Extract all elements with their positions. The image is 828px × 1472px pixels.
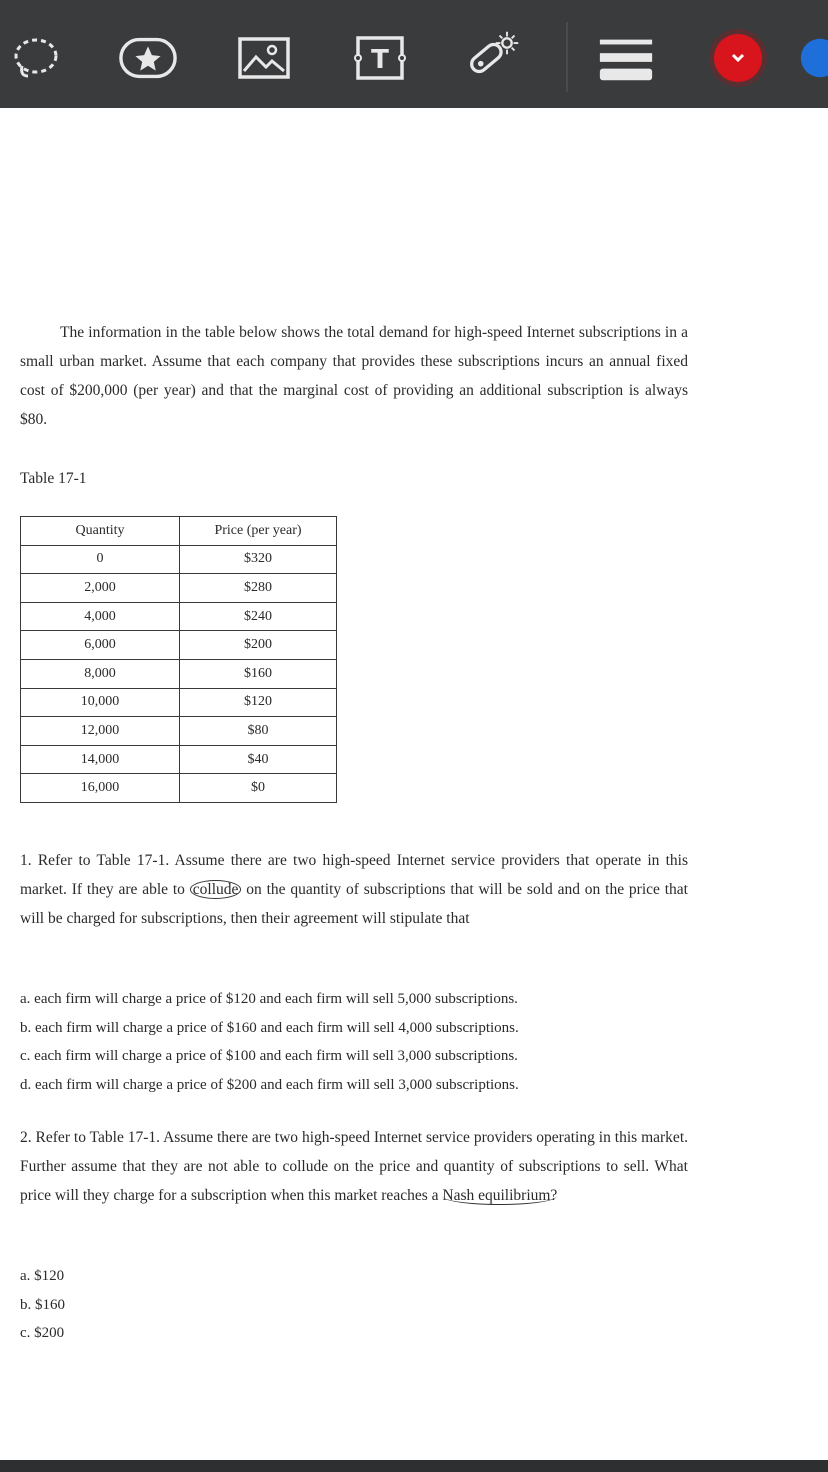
question-1-prefix: 1. Refer to Table 17-1. Assume there are two high-speed Internet service providers that operate in this market. If they are able to xyxy=(20,852,688,898)
question-2-text xyxy=(20,1123,688,1210)
list-item: c. $200 xyxy=(20,1325,65,1342)
quantity-cell: 14,000 xyxy=(21,745,180,774)
quantity-cell: 2,000 xyxy=(21,574,180,603)
list-item: a. each firm will charge a price of $120 and each firm will sell 5,000 subscriptions. xyxy=(20,991,518,1007)
table-row xyxy=(21,574,337,603)
circled-word-collude: collude xyxy=(190,880,242,899)
question-1-options xyxy=(20,985,519,1100)
quantity-cell: 4,000 xyxy=(21,602,180,631)
quantity-cell: 6,000 xyxy=(21,631,180,660)
question-1-text xyxy=(20,846,688,933)
image-icon[interactable] xyxy=(234,28,294,88)
list-item: c. each firm will charge a price of $100 and each firm will sell 3,000 subscriptions. xyxy=(20,1048,518,1065)
bottom-bar xyxy=(0,1460,828,1472)
svg-text:T: T xyxy=(371,45,389,75)
intro-paragraph: The information in the table below shows the total demand for high-speed Internet subscriptions in a small urban market. Assume that each company that provides these subscriptions incurs an annual fixed cost of $200,000 (per year) and that the marginal cost of providing an additional subscription is always $80. xyxy=(20,324,688,428)
table-row xyxy=(21,688,337,717)
price-cell: $0 xyxy=(180,774,337,803)
price-header: Price (per year) xyxy=(180,517,337,546)
circled-phrase-nash-equilibrium: Nash equilibrium? xyxy=(442,1187,558,1204)
table-caption: Table 17-1 xyxy=(20,470,87,487)
quantity-header: Quantity xyxy=(21,517,180,546)
quantity-cell: 10,000 xyxy=(21,688,180,717)
price-cell: $320 xyxy=(180,545,337,574)
quantity-cell: 16,000 xyxy=(21,774,180,803)
list-item: d. each firm will charge a price of $200 and each firm will sell 3,000 subscriptions. xyxy=(20,1077,519,1094)
list-item: b. each firm will charge a price of $160 and each firm will sell 4,000 subscriptions. xyxy=(20,1019,519,1036)
table-row xyxy=(21,545,337,574)
list-item: a. $120 xyxy=(20,1268,65,1284)
table-row xyxy=(21,659,337,688)
toolbar-divider xyxy=(566,22,568,92)
table-header-row xyxy=(21,517,337,546)
demand-table xyxy=(20,516,337,803)
annotation-toolbar xyxy=(0,0,828,108)
price-cell: $280 xyxy=(180,574,337,603)
table-row xyxy=(21,745,337,774)
question-2-prefix: 2. Refer to Table 17-1. Assume there are two high-speed Internet service providers operating in this market. Further assume that they are not able to collude on the price and quantity of subscriptions to sell. What price will they charge for a subscription when this market reaches a xyxy=(20,1129,688,1204)
table-row xyxy=(21,717,337,746)
price-cell: $200 xyxy=(180,631,337,660)
blue-color-swatch[interactable] xyxy=(796,28,828,88)
price-cell: $240 xyxy=(180,602,337,631)
menu-icon[interactable] xyxy=(596,28,656,88)
table-row xyxy=(21,602,337,631)
table-row xyxy=(21,774,337,803)
laser-pointer-icon[interactable] xyxy=(462,28,522,88)
price-cell: $80 xyxy=(180,717,337,746)
price-cell: $160 xyxy=(180,659,337,688)
price-cell: $120 xyxy=(180,688,337,717)
text-box-icon[interactable] xyxy=(350,28,410,88)
question-2-options xyxy=(20,1262,65,1348)
quantity-cell: 8,000 xyxy=(21,659,180,688)
quantity-cell: 12,000 xyxy=(21,717,180,746)
lasso-icon[interactable] xyxy=(6,28,66,88)
price-cell: $40 xyxy=(180,745,337,774)
star-sticker-icon[interactable] xyxy=(118,28,178,88)
question-1-suffix: on the quantity of subscriptions that will be sold and on the price that will be charged for subscriptions, then their agreement will stipulate that xyxy=(20,881,688,927)
table-row xyxy=(21,631,337,660)
red-color-swatch[interactable] xyxy=(708,28,768,88)
list-item: b. $160 xyxy=(20,1296,65,1313)
quantity-cell: 0 xyxy=(21,545,180,574)
